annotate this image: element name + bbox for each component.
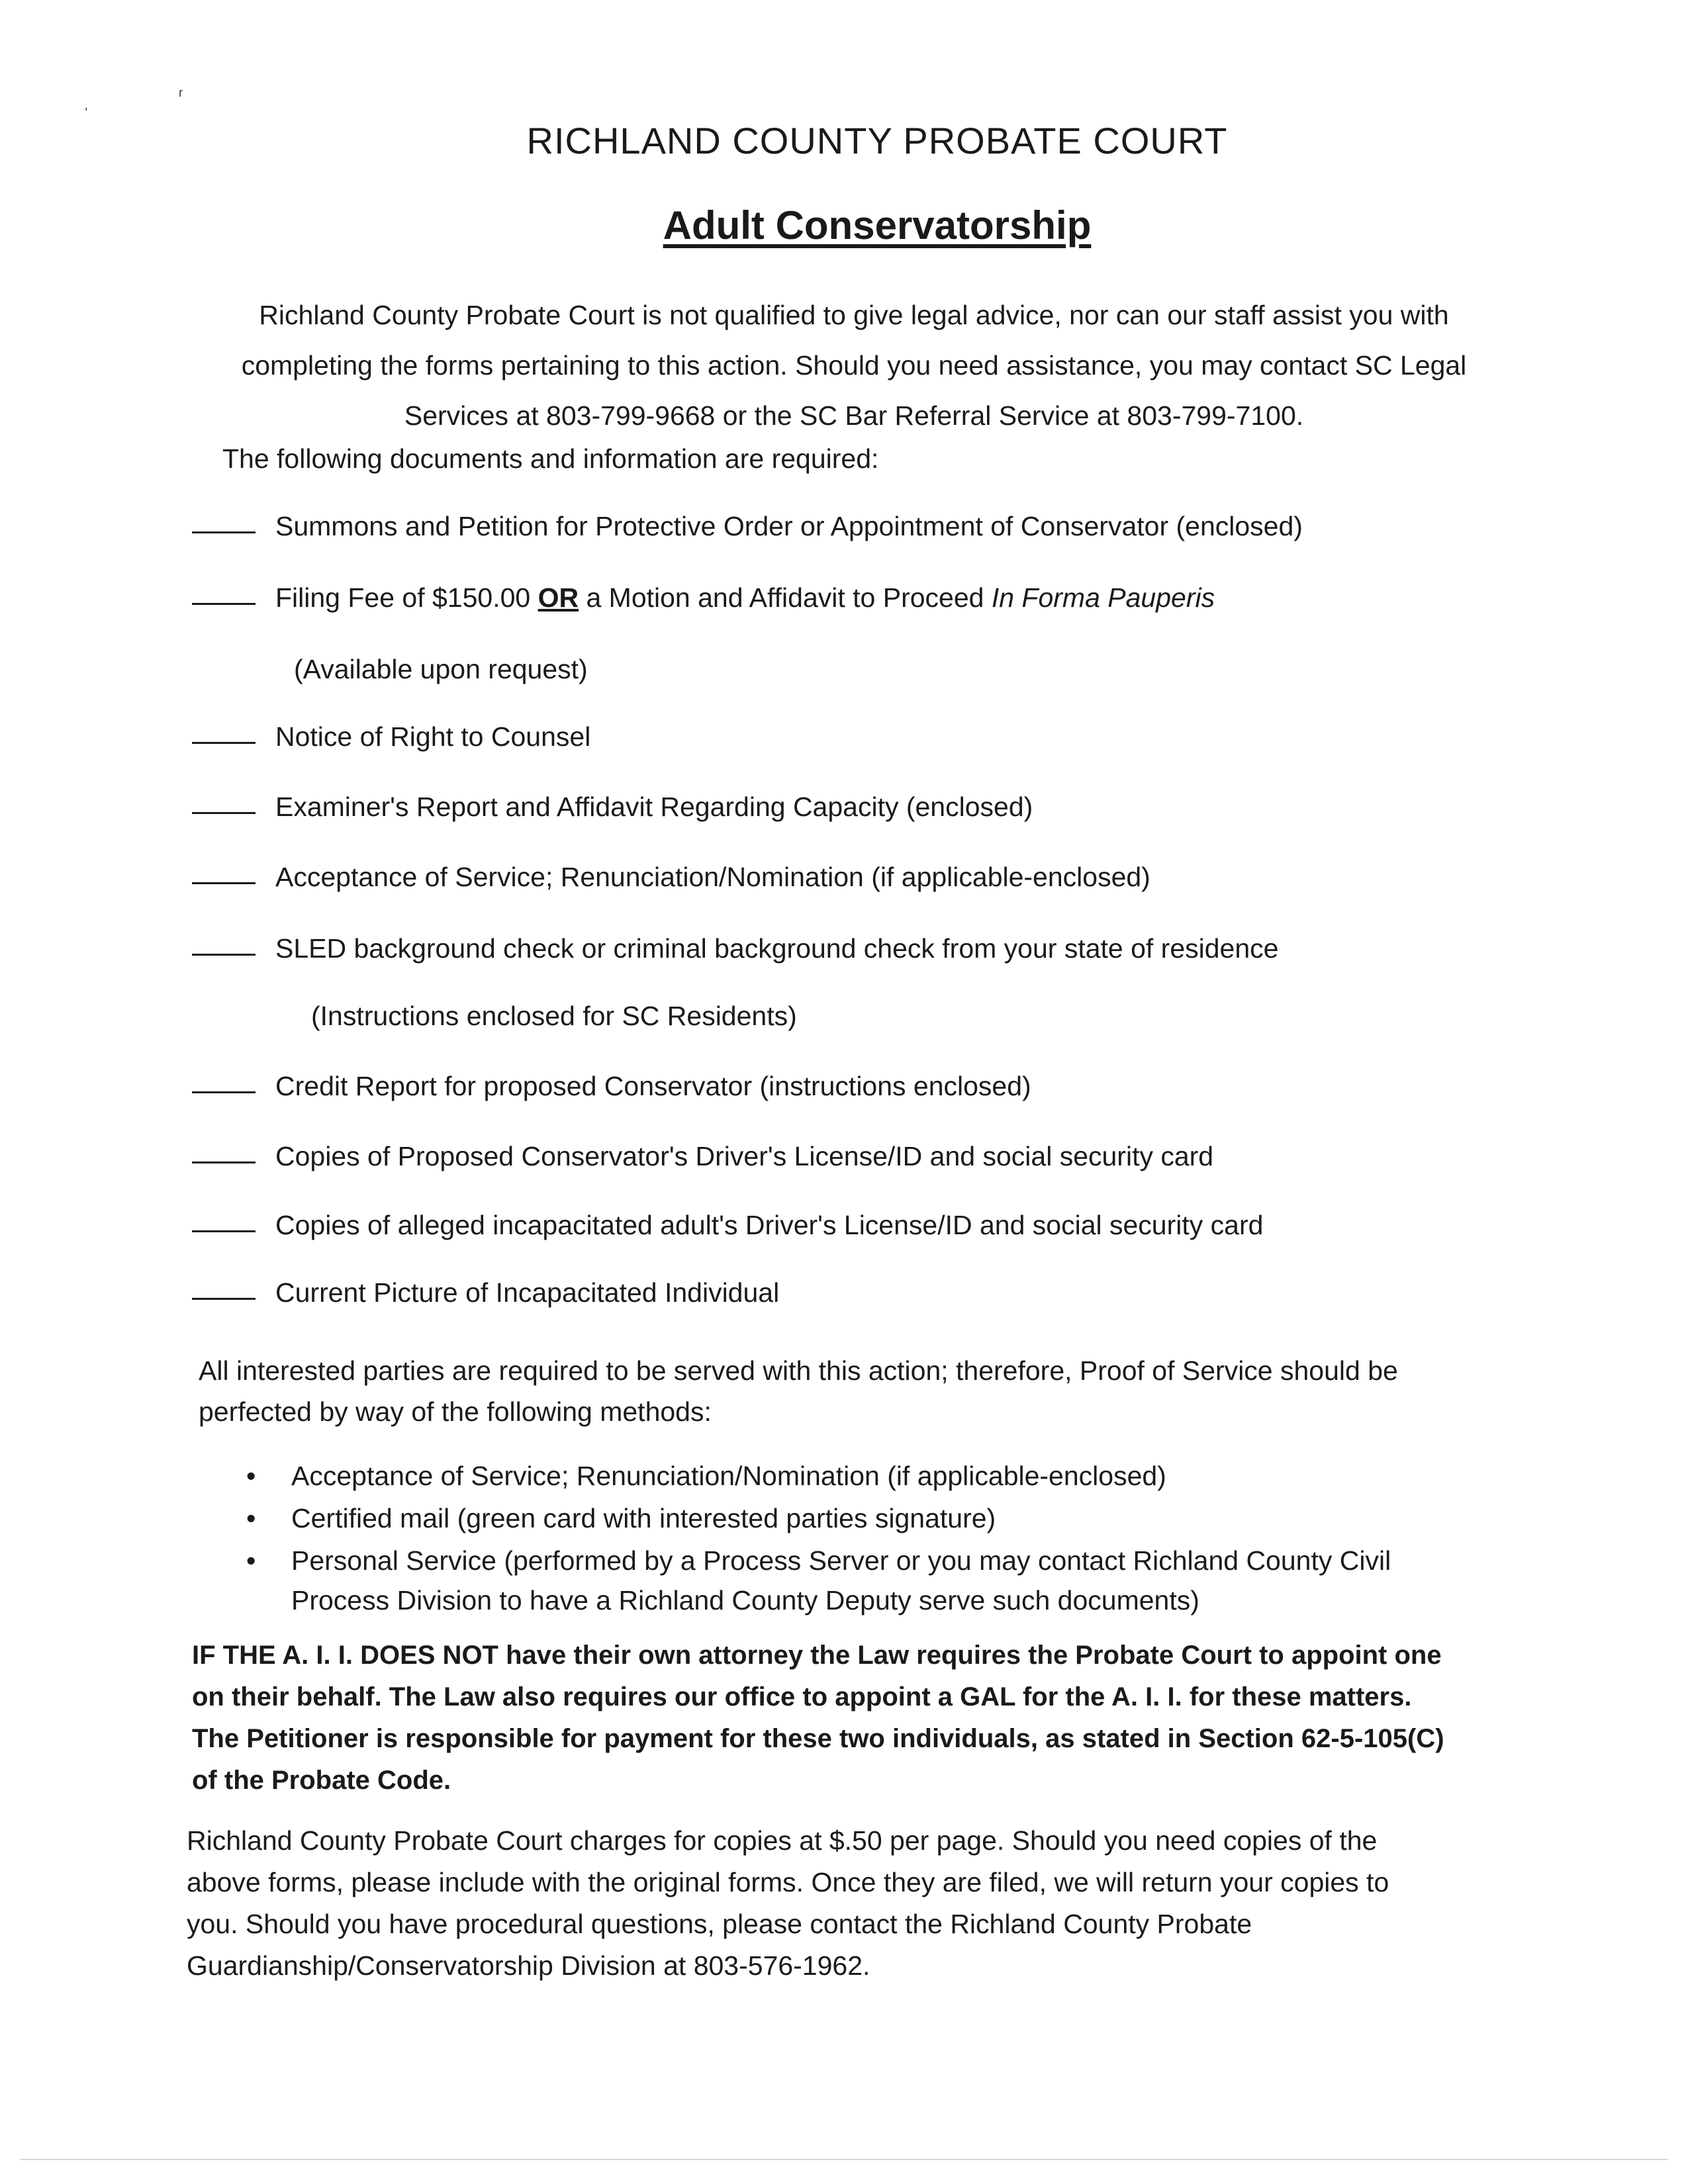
item-label: Copies of alleged incapacitated adult's Driver's License/ID and social security card	[275, 1210, 1264, 1240]
checkbox-blank[interactable]	[192, 1161, 256, 1163]
list-item	[245, 1498, 1436, 1538]
legal-disclaimer: Richland County Probate Court is not qualified to give legal advice, nor can our staff assist you with completing the forms pertaining to this action. Should you need assistance, you may contact SC Legal Services at 803-799-9668 or the SC Bar Referral Service at 803-799-7100.	[241, 300, 1467, 431]
checkbox-blank[interactable]	[192, 882, 256, 884]
checkbox-blank[interactable]	[192, 531, 256, 533]
item-label: Filing Fee of $150.00	[275, 582, 538, 613]
scan-mark: ʳ	[179, 85, 183, 105]
service-method: Personal Service (performed by a Process Server or you may contact Richland County Civil Process Division to have a Richland County Deputy serve such documents)	[291, 1545, 1391, 1615]
checklist-item-acceptance-service	[192, 862, 1516, 893]
item-label: Examiner's Report and Affidavit Regarding Capacity (enclosed)	[275, 792, 1033, 822]
checkbox-blank[interactable]	[192, 954, 256, 956]
court-name: RICHLAND COUNTY PROBATE COURT	[526, 120, 1228, 161]
requirements-intro: The following documents and information are required:	[222, 443, 879, 474]
item-label: Notice of Right to Counsel	[275, 721, 591, 752]
service-method: Acceptance of Service; Renunciation/Nomination (if applicable-enclosed)	[291, 1461, 1166, 1491]
checkbox-blank[interactable]	[192, 742, 256, 744]
item-label: Current Picture of Incapacitated Individual	[275, 1277, 780, 1308]
item-label: Credit Report for proposed Conservator (instructions enclosed)	[275, 1071, 1031, 1101]
checklist-item-adult-id	[192, 1210, 1516, 1241]
checklist-item-notice-counsel	[192, 721, 1516, 752]
checkbox-blank[interactable]	[192, 1230, 256, 1232]
item-label: Acceptance of Service; Renunciation/Nomination (if applicable-enclosed)	[275, 862, 1150, 892]
copies-notice: Richland County Probate Court charges for copies at $.50 per page. Should you need copies of the above forms, please include with the original forms. Once they are filed, we will return your copies to you. Should you have procedural questions, please contact the Richland County Probate Guardianship/Conservatorship Division at 803-576-1962.	[187, 1825, 1389, 1981]
service-methods-list	[245, 1456, 1436, 1623]
item-label-italic: In Forma Pauperis	[991, 582, 1215, 613]
scan-mark: ˌ	[83, 91, 89, 111]
service-paragraph: All interested parties are required to be served with this action; therefore, Proof of Service should be perfected by way of the following methods:	[199, 1355, 1398, 1427]
item-label: a Motion and Affidavit to Proceed	[579, 582, 992, 613]
attorney-notice: IF THE A. I. I. DOES NOT have their own attorney the Law requires the Probate Court to appoint one on their behalf. The Law also requires our office to appoint a GAL for the A. I. I. for these matters. The Petitioner is responsible for payment for these two individuals, as stated in Section 62-5-105(C) of the Probate Code.	[192, 1641, 1444, 1795]
item-label: SLED background check or criminal background check from your state of residence	[275, 933, 1279, 964]
list-item	[245, 1541, 1436, 1620]
checklist-item-picture	[192, 1277, 1516, 1308]
form-title: Adult Conservatorship	[663, 203, 1092, 248]
list-item	[245, 1456, 1436, 1496]
checkbox-blank[interactable]	[192, 603, 256, 605]
bullet-icon: •	[246, 1461, 256, 1491]
service-method: Certified mail (green card with interested parties signature)	[291, 1503, 996, 1533]
checkbox-blank[interactable]	[192, 1298, 256, 1300]
checklist-item-credit-report	[192, 1071, 1516, 1102]
scan-edge-line	[20, 2159, 1668, 2160]
checkbox-blank[interactable]	[192, 1091, 256, 1093]
checkbox-blank[interactable]	[192, 812, 256, 814]
item-label: Copies of Proposed Conservator's Driver's License/ID and social security card	[275, 1141, 1214, 1171]
checklist-item-filing-fee	[192, 582, 1516, 614]
item-label: Summons and Petition for Protective Order or Appointment of Conservator (enclosed)	[275, 511, 1303, 541]
bullet-icon: •	[246, 1503, 256, 1533]
checklist-item-conservator-id	[192, 1141, 1516, 1172]
checklist-item-summons	[192, 511, 1516, 542]
checklist-item-sled-check	[192, 933, 1516, 964]
checklist-item-examiner-report	[192, 792, 1516, 823]
filing-fee-note: (Available upon request)	[294, 654, 588, 684]
item-label-or: OR	[538, 582, 579, 613]
sled-note: (Instructions enclosed for SC Residents)	[311, 1001, 797, 1031]
bullet-icon: •	[246, 1545, 256, 1576]
